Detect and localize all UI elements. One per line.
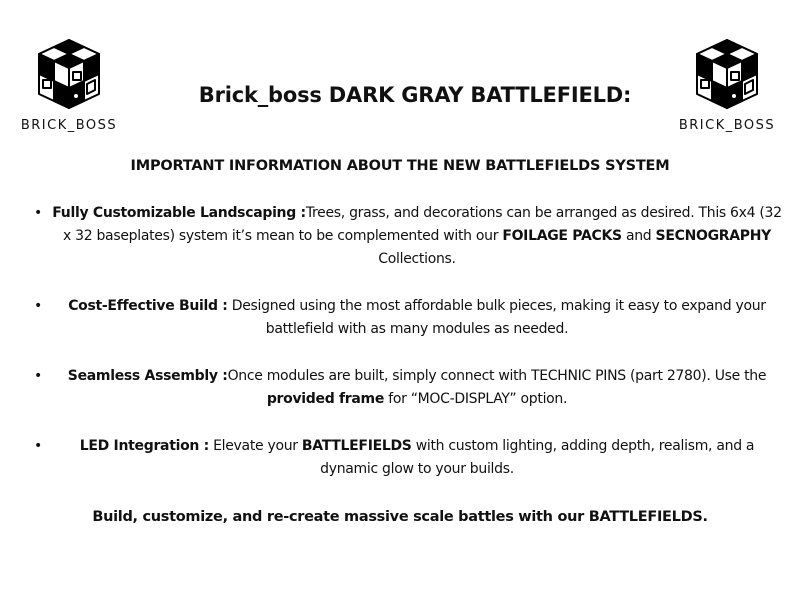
feature-heading: Seamless Assembly :: [67, 368, 228, 384]
feature-text: Elevate your: [208, 438, 302, 454]
feature-heading: Fully Customizable Landscaping :: [52, 205, 306, 221]
bullet-dot: •: [34, 368, 42, 384]
feature-heading: LED Integration :: [79, 438, 209, 454]
feature-heading: Cost-Effective Build :: [68, 298, 228, 314]
feature-list: [34, 202, 782, 505]
page-title: Brick_boss DARK GRAY BATTLEFIELD:: [198, 83, 632, 107]
feature-text: for “MOC-DISPLAY” option.: [384, 391, 568, 407]
feature-text: and: [621, 228, 656, 244]
feature-text: with custom lighting, adding depth, realism, and a dynamic glow to your builds.: [320, 438, 755, 477]
feature-text: Designed using the most affordable bulk pieces, making it easy to expand your battlefield with as many modules as needed.: [227, 298, 766, 337]
brand-logo-text: BRICK_BOSS: [678, 118, 776, 133]
feature-bold-text: provided frame: [266, 391, 385, 407]
feature-item-led-integration: [34, 435, 782, 481]
feature-text: Trees, grass, and decorations can be arranged as desired. This 6x4 (32 x 32 baseplates) system it’s mean to be complemented with our: [62, 205, 782, 244]
brand-logo-text: BRICK_BOSS: [20, 118, 118, 133]
bullet-dot: •: [34, 205, 42, 221]
feature-item-cost-effective-build: [34, 295, 782, 341]
feature-bold-text: BATTLEFIELDS: [301, 438, 412, 454]
feature-item-customizable-landscaping: [34, 202, 782, 271]
feature-item-seamless-assembly: [34, 365, 782, 411]
bullet-dot: •: [34, 438, 42, 454]
closing-statement: Build, customize, and re-create massive scale battles with our BATTLEFIELDS.: [92, 509, 708, 525]
feature-text: Once modules are built, simply connect with TECHNIC PINS (part 2780). Use the: [227, 368, 767, 384]
bullet-dot: •: [34, 298, 42, 314]
feature-text: Collections.: [378, 251, 456, 267]
section-subtitle: IMPORTANT INFORMATION ABOUT THE NEW BATTLEFIELDS SYSTEM: [130, 158, 670, 174]
feature-bold-text: SECNOGRAPHY: [655, 228, 772, 244]
feature-bold-text: FOILAGE PACKS: [502, 228, 622, 244]
